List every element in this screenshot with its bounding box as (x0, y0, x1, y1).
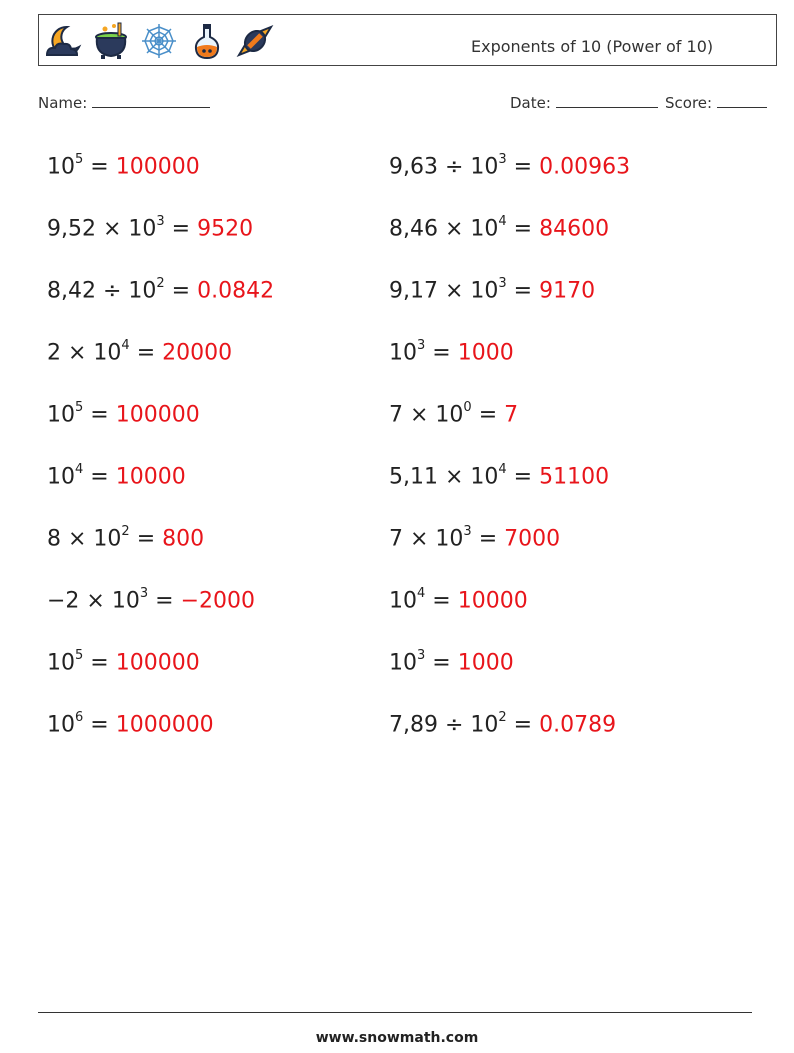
score-field[interactable] (665, 94, 767, 112)
answer-value: 1000 (457, 340, 514, 366)
exponent: 3 (498, 152, 507, 167)
answer-value: 84600 (539, 216, 610, 242)
equals-sign: = (506, 278, 540, 304)
equals-sign: = (471, 402, 505, 428)
answer-value: 9520 (197, 216, 254, 242)
equals-sign: = (164, 278, 198, 304)
answer-value: 0.0842 (197, 278, 275, 304)
name-label: Name: (38, 94, 88, 112)
problem-prefix: 8,42 ÷ 10 (47, 278, 157, 304)
exponent: 6 (75, 710, 84, 725)
equals-sign: = (164, 216, 198, 242)
problem-item (389, 645, 514, 676)
answer-value: 100000 (115, 402, 200, 428)
problem-item (47, 273, 274, 304)
equals-sign: = (506, 464, 540, 490)
problem-item (47, 335, 232, 366)
exponent: 4 (75, 462, 84, 477)
problem-item (389, 335, 514, 366)
problem-prefix: 8 × 10 (47, 526, 122, 552)
answer-value: 1000000 (115, 712, 214, 738)
problem-item (389, 521, 560, 552)
answer-value: 7 (504, 402, 519, 428)
problem-prefix: 9,52 × 10 (47, 216, 157, 242)
problem-prefix: 9,17 × 10 (389, 278, 499, 304)
answer-value: 100000 (115, 650, 200, 676)
exponent: 2 (121, 524, 130, 539)
equals-sign: = (425, 650, 458, 676)
answer-value: 9170 (539, 278, 596, 304)
answer-value: −2000 (180, 588, 255, 614)
exponent: 3 (463, 524, 472, 539)
exponent: 3 (498, 276, 507, 291)
problem-item (47, 149, 200, 180)
answer-value: 1000 (457, 650, 514, 676)
problem-item (47, 211, 253, 242)
answer-value: 100000 (115, 154, 200, 180)
score-line (717, 107, 767, 108)
equals-sign: = (506, 216, 540, 242)
exponent: 5 (75, 400, 84, 415)
answer-value: 0.0789 (539, 712, 617, 738)
exponent: 2 (156, 276, 165, 291)
exponent: 5 (75, 648, 84, 663)
problem-prefix: 10 (47, 650, 75, 676)
exponent: 4 (121, 338, 130, 353)
exponent: 4 (417, 586, 426, 601)
equals-sign: = (471, 526, 505, 552)
problem-item (47, 521, 204, 552)
answer-value: 800 (162, 526, 205, 552)
exponent: 0 (463, 400, 472, 415)
name-line (92, 107, 210, 108)
problem-item (389, 583, 528, 614)
problem-item (47, 397, 200, 428)
problem-item (389, 459, 609, 490)
problem-item (389, 707, 616, 738)
equals-sign: = (83, 464, 116, 490)
equals-sign: = (425, 340, 458, 366)
problem-item (47, 459, 186, 490)
problem-item (389, 149, 630, 180)
answer-value: 7000 (504, 526, 561, 552)
spider-web-icon (139, 21, 179, 61)
problem-prefix: 10 (47, 402, 75, 428)
score-label: Score: (665, 94, 713, 112)
moon-cloud-icon (43, 21, 83, 61)
equals-sign: = (83, 712, 116, 738)
problem-prefix: 2 × 10 (47, 340, 122, 366)
problem-prefix: 10 (47, 154, 75, 180)
problem-prefix: −2 × 10 (47, 588, 140, 614)
problem-prefix: 10 (47, 464, 75, 490)
date-line (556, 107, 658, 108)
exponent: 3 (417, 648, 426, 663)
candy-icon (235, 21, 275, 61)
footer-url: www.snowmath.com (315, 1030, 479, 1046)
problem-prefix: 10 (389, 588, 417, 614)
equals-sign: = (83, 402, 116, 428)
answer-value: 20000 (162, 340, 233, 366)
exponent: 3 (139, 586, 149, 601)
date-label: Date: (510, 94, 551, 112)
problem-item (389, 273, 595, 304)
date-field[interactable] (510, 94, 658, 112)
header-box (38, 14, 777, 66)
problem-prefix: 5,11 × 10 (389, 464, 499, 490)
problem-item (389, 397, 518, 428)
problem-prefix: 8,46 × 10 (389, 216, 499, 242)
worksheet-title: Exponents of 10 (Power of 10) (471, 37, 714, 56)
problem-item (47, 707, 214, 738)
problem-prefix: 10 (389, 340, 417, 366)
equals-sign: = (506, 154, 540, 180)
name-field[interactable] (38, 94, 210, 112)
problem-item (389, 211, 609, 242)
problem-prefix: 7,89 ÷ 10 (389, 712, 499, 738)
exponent: 4 (498, 214, 507, 229)
potion-flask-icon (187, 21, 227, 61)
problem-prefix: 7 × 10 (389, 402, 464, 428)
problem-prefix: 9,63 ÷ 10 (389, 154, 499, 180)
exponent: 2 (498, 710, 507, 725)
icon-strip (43, 21, 275, 61)
problem-prefix: 10 (47, 712, 75, 738)
problem-prefix: 7 × 10 (389, 526, 464, 552)
answer-value: 51100 (539, 464, 610, 490)
answer-value: 0.00963 (539, 154, 631, 180)
cauldron-icon (91, 21, 131, 61)
equals-sign: = (129, 340, 163, 366)
equals-sign: = (83, 650, 116, 676)
problem-item (47, 645, 200, 676)
footer-divider (38, 1012, 752, 1013)
exponent: 3 (417, 338, 426, 353)
equals-sign: = (148, 588, 181, 614)
exponent: 4 (498, 462, 507, 477)
exponent: 3 (156, 214, 165, 229)
answer-value: 10000 (115, 464, 186, 490)
answer-value: 10000 (457, 588, 528, 614)
problem-item (47, 583, 255, 614)
exponent: 5 (75, 152, 84, 167)
equals-sign: = (506, 712, 540, 738)
equals-sign: = (425, 588, 458, 614)
equals-sign: = (129, 526, 163, 552)
equals-sign: = (83, 154, 116, 180)
problem-prefix: 10 (389, 650, 417, 676)
